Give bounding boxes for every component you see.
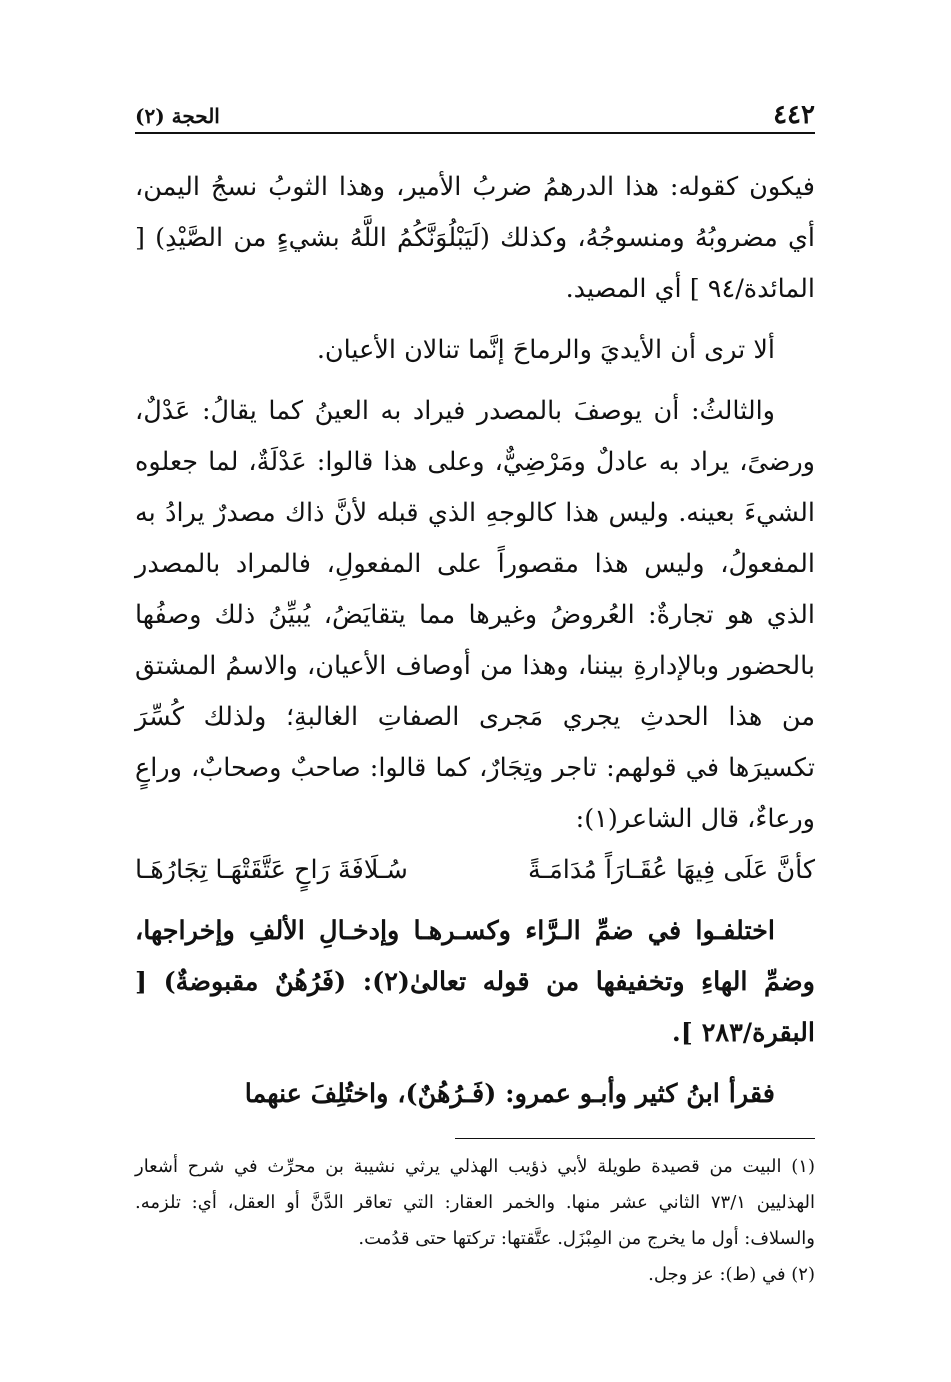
section-opening: فقرأ ابنُ كثير وأبـو عمرو: (فَـرُهُنٌ)، واختُلِفَ عنهما <box>244 1079 775 1109</box>
page-body <box>135 162 815 1120</box>
paragraph-1: فيكون كقوله: هذا الدرهمُ ضربُ الأمير، وهذا الثوبُ نسجُ اليمن، أي مضروبُهُ ومنسوجُهُ، وكذلك (لَيَبْلُوَنَّكُمُ اللَّهُ بشيءٍ من الصَّيْدِ) [ المائدة/٩٤ ] أي المصيد. <box>135 172 815 304</box>
footnotes <box>135 1149 815 1293</box>
verse-second-hemistich: سُـلَافَةَ رَاحٍ عَتَّقَتْهَـا تِجَارُهَـا <box>135 855 408 885</box>
running-title: الحجة (٢) <box>135 104 220 128</box>
footnote-1: (١) البيت من قصيدة طويلة لأبي ذؤيب الهذلي يرثي نشيبة بن محرِّث في شرح أشعار الهذليين ٧٣/١ الثاني عشر منها. والخمر العقار: التي تعاقر الدَّنَّ أو العقل، أي: تلزمه. والسلاف: أول ما يخرج من المِبْزَل. عتَّقتها: تركتها حتى قدُمت. <box>135 1156 815 1249</box>
poetry-verse <box>135 845 815 896</box>
section-heading: اختلفـوا في ضمِّ الـرَّاء وكسـرهـا وإدخـالِ الألفِ وإخراجها، وضمِّ الهاءِ وتخفيفها من قوله تعالىٰ(٢): (فَرُهُنٌ مقبوضةٌ) [ البقرة/٢٨٣ ]. <box>135 916 815 1048</box>
footnote-separator <box>455 1138 815 1139</box>
book-page <box>135 90 815 1293</box>
page-header <box>135 90 815 134</box>
footnote-2: (٢) في (ط): عز وجل. <box>648 1264 815 1285</box>
verse-first-hemistich: كأنَّ عَلَى فِيهَا عُقَـارَاً مُدَامَـةً <box>527 855 815 885</box>
paragraph-2: ألا ترى أن الأيديَ والرماحَ إنَّما تنالان الأعيان. <box>316 335 775 365</box>
paragraph-3: والثالثُ: أن يوصفَ بالمصدر فيراد به العينُ كما يقالُ: عَدْلٌ، ورضىً، يراد به عادلٌ ومَرْضِيٌّ، وعلى هذا قالوا: عَدْلَةٌ، لما جعلوه الشيءَ بعينه. وليس هذا كالوجهِ الذي قبله لأنَّ ذاك مصدرٌ يرادُ به المفعولُ، وليس هذا مقصوراً على المفعولِ، فالمراد بالمصدر الذي هو تجارةٌ: العُروضُ وغيرها مما يتقايَضُ، يُبيِّنُ ذلك وصفُها بالحضور وبالإدارةِ بيننا، وهذا من أوصاف الأعيان، والاسمُ المشتق من هذا الحدثِ يجري مَجرى الصفاتِ الغالبةِ؛ ولذلك كُسِّرَ تكسيرَها في قولهم: تاجر وتِجَارٌ، كما قالوا: صاحبٌ وصحابٌ، وراعٍ ورعاءٌ، قال الشاعر(١): <box>135 396 815 834</box>
page-number: ٤٤٢ <box>773 100 815 130</box>
